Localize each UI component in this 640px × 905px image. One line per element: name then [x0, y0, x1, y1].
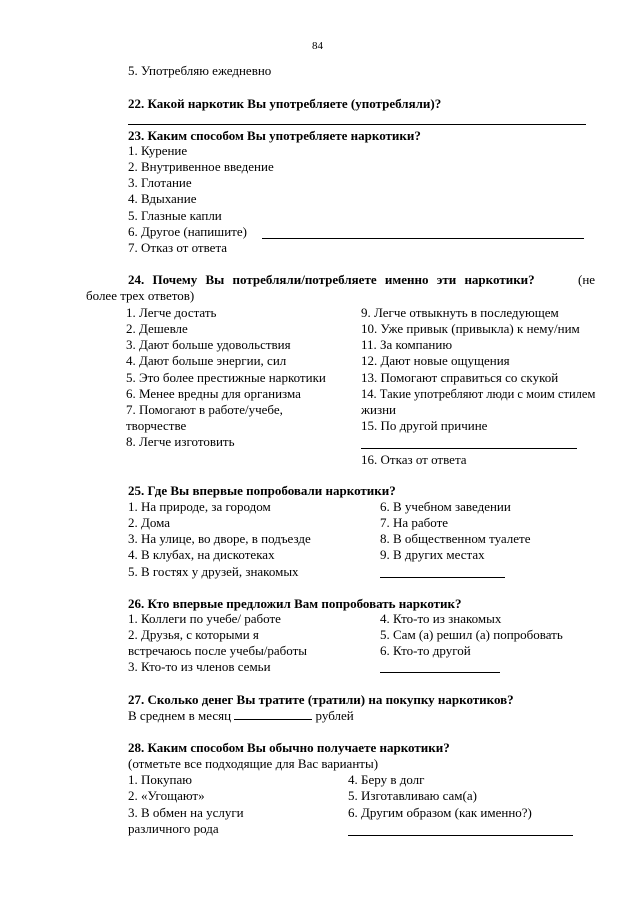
q28-title: 28. Каким способом Вы обычно получаете наркотики? [128, 740, 450, 755]
q24-note-b: более трех ответов) [86, 288, 195, 303]
q28-left-3: 3. В обмен на услуги [128, 805, 244, 820]
q22-answer-line[interactable] [128, 124, 586, 125]
q26-left-2b: встречаюсь после учебы/работы [128, 643, 308, 658]
q28-right-4: 4. Беру в долг [348, 772, 425, 787]
q25-right-8: 8. В общественном туалете [380, 531, 531, 546]
q23-option-1: 1. Курение [128, 143, 188, 158]
q22-title: 22. Какой наркотик Вы употребляете (употребляли)? [128, 96, 442, 111]
q25-right-9: 9. В других местах [380, 547, 485, 562]
q21-option-5: 5. Употребляю ежедневно [128, 63, 272, 78]
q25-right-6: 6. В учебном заведении [380, 499, 511, 514]
q24-left-3: 3. Дают больше удовольствия [126, 337, 291, 352]
q24-left-4: 4. Дают больше энергии, сил [126, 353, 287, 368]
q24-left-7: 7. Помогают в работе/учебе, [126, 402, 283, 417]
q25-left-5: 5. В гостях у друзей, знакомых [128, 564, 299, 579]
q24-right-14b: жизни [361, 402, 396, 417]
q28-right-6: 6. Другим образом (как именно?) [348, 805, 532, 820]
q26-left-1: 1. Коллеги по учебе/ работе [128, 611, 281, 626]
q23-other-line[interactable] [262, 238, 584, 239]
q23-option-3: 3. Глотание [128, 175, 192, 190]
q24-right-13: 13. Помогают справиться со скукой [361, 370, 559, 385]
q24-right-16: 16. Отказ от ответа [361, 452, 467, 467]
q24-title: 24. Почему Вы потребляли/потребляете именно эти наркотики? [128, 272, 535, 287]
q24-right-12: 12. Дают новые ощущения [361, 353, 510, 368]
q24-other-line[interactable] [361, 448, 577, 449]
q28-left-3b: различного рода [128, 821, 219, 836]
q23-option-2: 2. Внутривенное введение [128, 159, 274, 174]
q23-option-4: 4. Вдыхание [128, 191, 197, 206]
q28-other-line[interactable] [348, 835, 573, 836]
q26-title: 26. Кто впервые предложил Вам попробовать наркотик? [128, 596, 462, 611]
q26-right-4: 4. Кто-то из знакомых [380, 611, 502, 626]
q23-option-7: 7. Отказ от ответа [128, 240, 228, 255]
q24-left-6: 6. Менее вредны для организма [126, 386, 301, 401]
q24-right-14: 14. Такие употребляют люди с моим стилем [361, 387, 596, 401]
q24-note-a: (не [578, 272, 596, 287]
q25-left-2: 2. Дома [128, 515, 171, 530]
q25-other-line[interactable] [380, 577, 505, 578]
q27-amount-input[interactable] [234, 707, 312, 720]
q24-left-7b: творчестве [126, 418, 187, 433]
q23-option-6: 6. Другое (напишите) [128, 224, 247, 239]
q24-right-15: 15. По другой причине [361, 418, 488, 433]
q28-note: (отметьте все подходящие для Вас варианты) [128, 756, 379, 771]
q25-left-1: 1. На природе, за городом [128, 499, 271, 514]
q24-right-10: 10. Уже привык (привыкла) к нему/ним [361, 321, 580, 336]
q23-option-5: 5. Глазные капли [128, 208, 222, 223]
q23-title: 23. Каким способом Вы употребляете наркотики? [128, 128, 421, 143]
q24-right-9: 9. Легче отвыкнуть в последующем [361, 305, 559, 320]
q26-left-3: 3. Кто-то из членов семьи [128, 659, 271, 674]
q26-right-6: 6. Кто-то другой [380, 643, 471, 658]
q27-amount-row [128, 707, 354, 724]
q24-left-5: 5. Это более престижные наркотики [126, 370, 326, 385]
q27-line-a: В среднем в месяц [128, 708, 232, 723]
q27-line-b: рублей [315, 708, 354, 723]
q25-right-7: 7. На работе [380, 515, 449, 530]
q28-left-2: 2. «Угощают» [128, 788, 205, 803]
page-number: 84 [312, 40, 323, 52]
q28-right-5: 5. Изготавливаю сам(а) [348, 788, 477, 803]
q24-left-8: 8. Легче изготовить [126, 434, 235, 449]
q28-left-1: 1. Покупаю [128, 772, 192, 787]
q24-right-11: 11. За компанию [361, 337, 453, 352]
q25-left-4: 4. В клубах, на дискотеках [128, 547, 275, 562]
q25-title: 25. Где Вы впервые попробовали наркотики? [128, 483, 396, 498]
q26-left-2: 2. Друзья, с которыми я [128, 627, 259, 642]
q24-left-1: 1. Легче достать [126, 305, 217, 320]
q27-title: 27. Сколько денег Вы тратите (тратили) на покупку наркотиков? [128, 692, 514, 707]
q26-right-5: 5. Сам (а) решил (а) попробовать [380, 627, 563, 642]
q24-left-2: 2. Дешевле [126, 321, 188, 336]
q26-other-line[interactable] [380, 672, 500, 673]
q25-left-3: 3. На улице, во дворе, в подъезде [128, 531, 311, 546]
